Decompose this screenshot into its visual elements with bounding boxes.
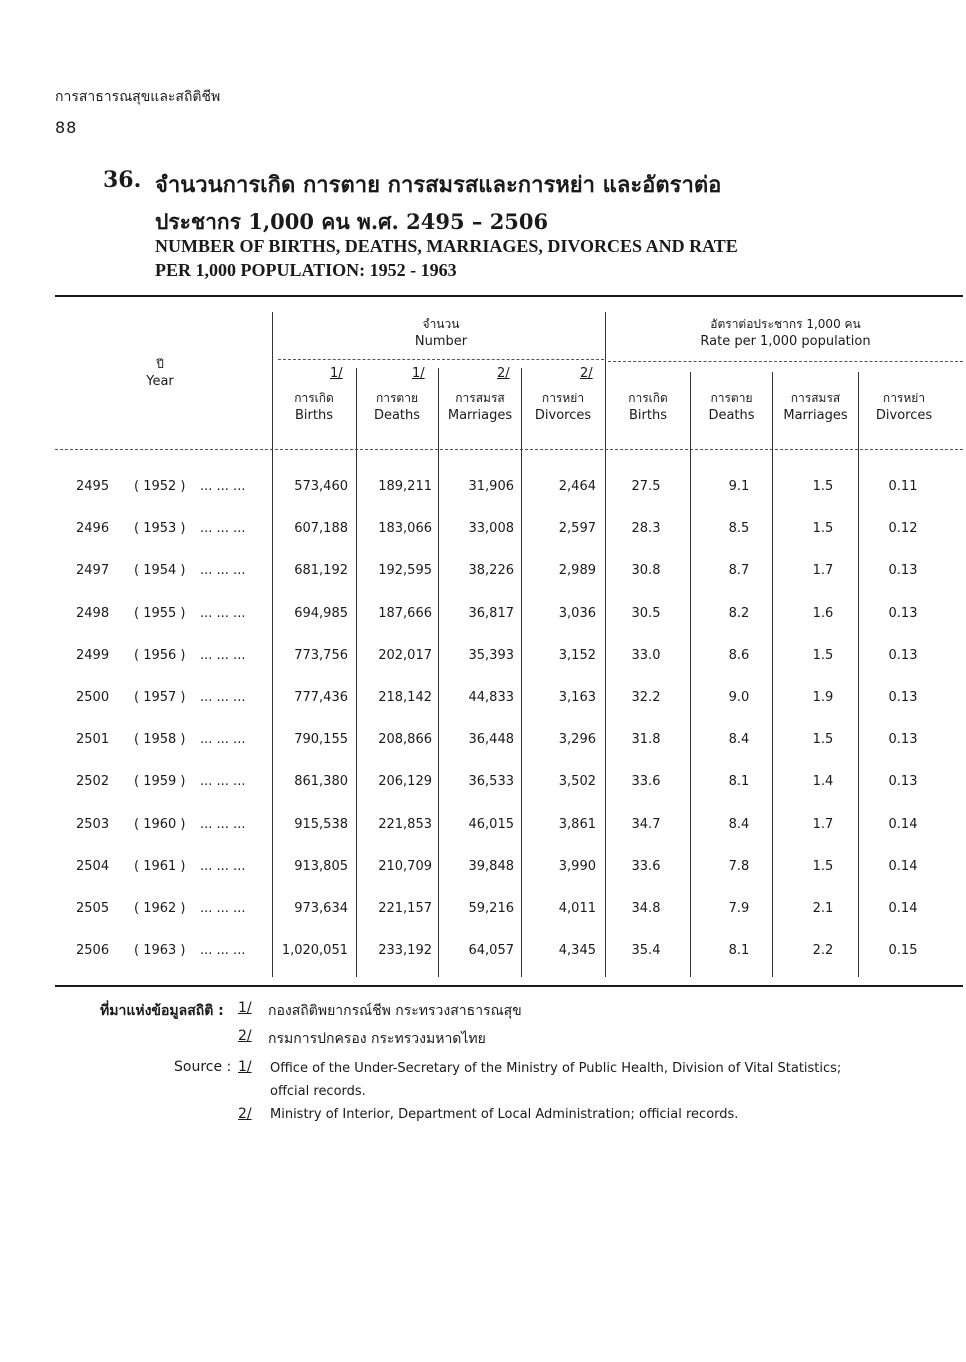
header-marriages: การสมรส Marriages xyxy=(447,391,513,423)
footnote-marriages: 2/ xyxy=(497,366,510,381)
cell-r-divorces: 0.14 xyxy=(888,901,918,916)
divider-year xyxy=(272,312,273,977)
cell-be: 2499 xyxy=(76,647,110,663)
cell-r-deaths: 8.6 xyxy=(728,647,750,663)
cell-dots: ... ... ... xyxy=(200,901,246,916)
cell-deaths: 210,709 xyxy=(378,858,432,874)
cell-ad: ( 1963 ) xyxy=(134,943,186,959)
cell-r-divorces: 0.13 xyxy=(888,774,918,790)
cell-be: 2504 xyxy=(76,858,110,874)
cell-r-deaths: 8.1 xyxy=(728,943,750,959)
cell-r-births: 30.8 xyxy=(631,563,661,579)
cell-births: 973,634 xyxy=(294,901,348,916)
cell-r-divorces: 0.12 xyxy=(888,521,918,537)
cell-r-marriages: 2.2 xyxy=(812,943,834,959)
cell-ad: ( 1956 ) xyxy=(134,647,186,663)
cell-births: 1,020,051 xyxy=(281,943,348,959)
table-bottom-rule xyxy=(55,985,963,987)
cell-r-births: 34.7 xyxy=(631,816,661,832)
cell-r-deaths: 7.8 xyxy=(728,858,750,874)
cell-marriages: 44,833 xyxy=(468,690,514,705)
cell-births: 773,756 xyxy=(294,647,348,663)
cell-dots: ... ... ... xyxy=(200,605,246,621)
cell-r-births: 27.5 xyxy=(631,479,661,494)
cell-dots: ... ... ... xyxy=(200,690,246,705)
cell-r-marriages: 1.5 xyxy=(812,479,834,494)
cell-ad: ( 1962 ) xyxy=(134,901,186,916)
cell-ad: ( 1958 ) xyxy=(134,732,186,748)
cell-deaths: 208,866 xyxy=(378,732,432,748)
cell-r-divorces: 0.13 xyxy=(888,647,918,663)
cell-r-births: 32.2 xyxy=(631,690,661,705)
divider-rdeaths-rmarriages xyxy=(772,372,773,977)
cell-r-deaths: 8.7 xyxy=(728,563,750,579)
cell-marriages: 33,008 xyxy=(468,521,514,537)
header-year-th: ปี xyxy=(156,357,164,371)
cell-ad: ( 1954 ) xyxy=(134,563,186,579)
table-top-rule xyxy=(55,295,963,297)
cell-r-births: 33.0 xyxy=(631,647,661,663)
cell-divorces: 3,990 xyxy=(558,858,596,874)
cell-dots: ... ... ... xyxy=(200,774,246,790)
cell-r-marriages: 1.5 xyxy=(812,858,834,874)
cell-divorces: 2,989 xyxy=(558,563,596,579)
cell-ad: ( 1960 ) xyxy=(134,816,186,832)
cell-r-divorces: 0.13 xyxy=(888,732,918,748)
header-rate-en: Rate per 1,000 population xyxy=(700,334,871,349)
source-label-en: Source : xyxy=(174,1059,232,1075)
cell-marriages: 46,015 xyxy=(468,816,514,832)
cell-births: 790,155 xyxy=(294,732,348,748)
cell-be: 2500 xyxy=(76,690,110,705)
cell-marriages: 35,393 xyxy=(468,647,514,663)
cell-births: 777,436 xyxy=(294,690,348,705)
running-head: การสาธารณสุขและสถิติชีพ xyxy=(55,89,221,105)
cell-r-divorces: 0.15 xyxy=(888,943,918,959)
source-en-2-mark: 2/ xyxy=(238,1106,252,1122)
cell-r-marriages: 2.1 xyxy=(812,901,834,916)
cell-r-deaths: 8.2 xyxy=(728,605,750,621)
cell-births: 681,192 xyxy=(294,563,348,579)
cell-r-deaths: 8.1 xyxy=(728,774,750,790)
cell-r-divorces: 0.13 xyxy=(888,563,918,579)
cell-r-marriages: 1.7 xyxy=(812,563,834,579)
cell-divorces: 3,502 xyxy=(558,774,596,790)
cell-dots: ... ... ... xyxy=(200,563,246,579)
cell-divorces: 3,861 xyxy=(558,816,596,832)
cell-r-deaths: 8.4 xyxy=(728,732,750,748)
cell-r-divorces: 0.14 xyxy=(888,858,918,874)
cell-r-births: 30.5 xyxy=(631,605,661,621)
source-en-1-mark: 1/ xyxy=(238,1059,252,1075)
cell-r-marriages: 1.5 xyxy=(812,647,834,663)
header-rate-group xyxy=(608,316,963,350)
header-number-th: จำนวน xyxy=(422,317,460,331)
cell-marriages: 36,448 xyxy=(468,732,514,748)
cell-be: 2498 xyxy=(76,605,110,621)
cell-r-divorces: 0.13 xyxy=(888,605,918,621)
cell-r-births: 31.8 xyxy=(631,732,661,748)
cell-dots: ... ... ... xyxy=(200,943,246,959)
header-births: การเกิด Births xyxy=(294,391,334,423)
cell-be: 2503 xyxy=(76,816,110,832)
source-th-2-mark: 2/ xyxy=(238,1028,252,1044)
footnote-divorces: 2/ xyxy=(580,366,593,381)
cell-dots: ... ... ... xyxy=(200,647,246,663)
cell-deaths: 221,853 xyxy=(378,816,432,832)
header-number-en: Number xyxy=(414,334,468,349)
cell-be: 2501 xyxy=(76,732,110,748)
cell-ad: ( 1957 ) xyxy=(134,690,186,705)
cell-marriages: 64,057 xyxy=(468,943,514,959)
source-th-2-text: กรมการปกครอง กระทรวงมหาดไทย xyxy=(268,1031,486,1047)
cell-ad: ( 1953 ) xyxy=(134,521,186,537)
footnote-births: 1/ xyxy=(330,366,343,381)
cell-r-deaths: 8.4 xyxy=(728,816,750,832)
cell-divorces: 4,011 xyxy=(558,901,596,916)
cell-deaths: 233,192 xyxy=(378,943,432,959)
footnote-deaths: 1/ xyxy=(412,366,425,381)
cell-marriages: 36,533 xyxy=(468,774,514,790)
cell-r-deaths: 9.0 xyxy=(728,690,750,705)
cell-divorces: 3,163 xyxy=(558,690,596,705)
cell-divorces: 3,296 xyxy=(558,732,596,748)
cell-dots: ... ... ... xyxy=(200,521,246,537)
cell-r-births: 33.6 xyxy=(631,774,661,790)
cell-marriages: 38,226 xyxy=(468,563,514,579)
header-rate-marriages: การสมรส Marriages xyxy=(783,391,848,423)
cell-be: 2505 xyxy=(76,901,110,916)
cell-births: 913,805 xyxy=(294,858,348,874)
cell-divorces: 2,464 xyxy=(558,479,596,494)
cell-r-divorces: 0.11 xyxy=(888,479,918,494)
cell-r-divorces: 0.14 xyxy=(888,816,918,832)
cell-births: 915,538 xyxy=(294,816,348,832)
cell-r-deaths: 7.9 xyxy=(728,901,750,916)
cell-r-marriages: 1.7 xyxy=(812,816,834,832)
cell-births: 573,460 xyxy=(294,479,348,494)
title-thai-line1: จำนวนการเกิด การตาย การสมรสและการหย่า และอัตราต่อ xyxy=(155,172,722,198)
header-rate-deaths: การตาย Deaths xyxy=(708,391,755,423)
header-rate-th: อัตราต่อประชากร 1,000 คน xyxy=(710,317,861,331)
divider-rmarriages-rdivorces xyxy=(858,372,859,977)
cell-deaths: 189,211 xyxy=(378,479,432,494)
table-number: 36. xyxy=(103,167,142,193)
divider-marriages-divorces xyxy=(521,368,522,977)
page-number: 88 xyxy=(55,118,78,137)
cell-ad: ( 1955 ) xyxy=(134,605,186,621)
title-thai-line2: ประชากร 1,000 คน พ.ศ. 2495 – 2506 xyxy=(155,209,549,234)
cell-r-marriages: 1.5 xyxy=(812,521,834,537)
header-rate-divorces: การหย่า Divorces xyxy=(875,391,933,423)
cell-ad: ( 1959 ) xyxy=(134,774,186,790)
header-bottom-rule xyxy=(55,449,963,450)
source-en-2-text: Ministry of Interior, Department of Local Administration; official records. xyxy=(270,1107,739,1122)
cell-divorces: 3,152 xyxy=(558,647,596,663)
source-en-1-text-a: Office of the Under-Secretary of the Ministry of Public Health, Division of Vital Statistics; xyxy=(270,1061,842,1076)
header-year xyxy=(100,356,220,390)
cell-be: 2502 xyxy=(76,774,110,790)
cell-divorces: 3,036 xyxy=(558,605,596,621)
cell-births: 861,380 xyxy=(294,774,348,790)
cell-r-births: 34.8 xyxy=(631,901,661,916)
source-th-1-text: กองสถิติพยากรณ์ชีพ กระทรวงสาธารณสุข xyxy=(268,1003,522,1019)
number-group-rule xyxy=(278,359,604,360)
cell-deaths: 218,142 xyxy=(378,690,432,705)
title-english-line1: NUMBER OF BIRTHS, DEATHS, MARRIAGES, DIVORCES AND RATE xyxy=(155,236,738,256)
cell-deaths: 192,595 xyxy=(378,563,432,579)
divider-rbirths-rdeaths xyxy=(690,372,691,977)
cell-deaths: 183,066 xyxy=(378,521,432,537)
cell-r-marriages: 1.5 xyxy=(812,732,834,748)
cell-r-births: 35.4 xyxy=(631,943,661,959)
cell-marriages: 31,906 xyxy=(468,479,514,494)
header-rate-births: การเกิด Births xyxy=(628,391,668,423)
cell-be: 2497 xyxy=(76,563,110,579)
cell-deaths: 221,157 xyxy=(378,901,432,916)
title-english-line2: PER 1,000 POPULATION: 1952 - 1963 xyxy=(155,260,457,280)
source-label-th: ที่มาแห่งข้อมูลสถิติ : xyxy=(100,1003,224,1019)
cell-be: 2495 xyxy=(76,479,110,494)
cell-ad: ( 1952 ) xyxy=(134,479,186,494)
cell-dots: ... ... ... xyxy=(200,479,246,494)
cell-births: 694,985 xyxy=(294,605,348,621)
header-year-en: Year xyxy=(146,374,174,389)
cell-dots: ... ... ... xyxy=(200,858,246,874)
cell-be: 2506 xyxy=(76,943,110,959)
source-en-1-text-b: offcial records. xyxy=(270,1084,366,1099)
source-th-1-mark: 1/ xyxy=(238,1000,252,1016)
cell-dots: ... ... ... xyxy=(200,732,246,748)
divider-births-deaths xyxy=(356,368,357,977)
cell-births: 607,188 xyxy=(294,521,348,537)
cell-r-births: 33.6 xyxy=(631,858,661,874)
cell-deaths: 202,017 xyxy=(378,647,432,663)
cell-r-deaths: 9.1 xyxy=(728,479,750,494)
cell-marriages: 59,216 xyxy=(468,901,514,916)
cell-divorces: 2,597 xyxy=(558,521,596,537)
header-divorces: การหย่า Divorces xyxy=(534,391,592,423)
cell-divorces: 4,345 xyxy=(558,943,596,959)
cell-r-divorces: 0.13 xyxy=(888,690,918,705)
cell-be: 2496 xyxy=(76,521,110,537)
cell-r-births: 28.3 xyxy=(631,521,661,537)
cell-marriages: 39,848 xyxy=(468,858,514,874)
cell-deaths: 187,666 xyxy=(378,605,432,621)
header-number-group xyxy=(278,316,604,350)
cell-r-marriages: 1.6 xyxy=(812,605,834,621)
cell-dots: ... ... ... xyxy=(200,816,246,832)
cell-r-marriages: 1.9 xyxy=(812,690,834,705)
cell-ad: ( 1961 ) xyxy=(134,858,186,874)
cell-deaths: 206,129 xyxy=(378,774,432,790)
cell-r-marriages: 1.4 xyxy=(812,774,834,790)
rate-group-rule xyxy=(608,361,963,362)
divider-deaths-marriages xyxy=(438,368,439,977)
cell-r-deaths: 8.5 xyxy=(728,521,750,537)
cell-marriages: 36,817 xyxy=(468,605,514,621)
header-deaths: การตาย Deaths xyxy=(373,391,421,423)
